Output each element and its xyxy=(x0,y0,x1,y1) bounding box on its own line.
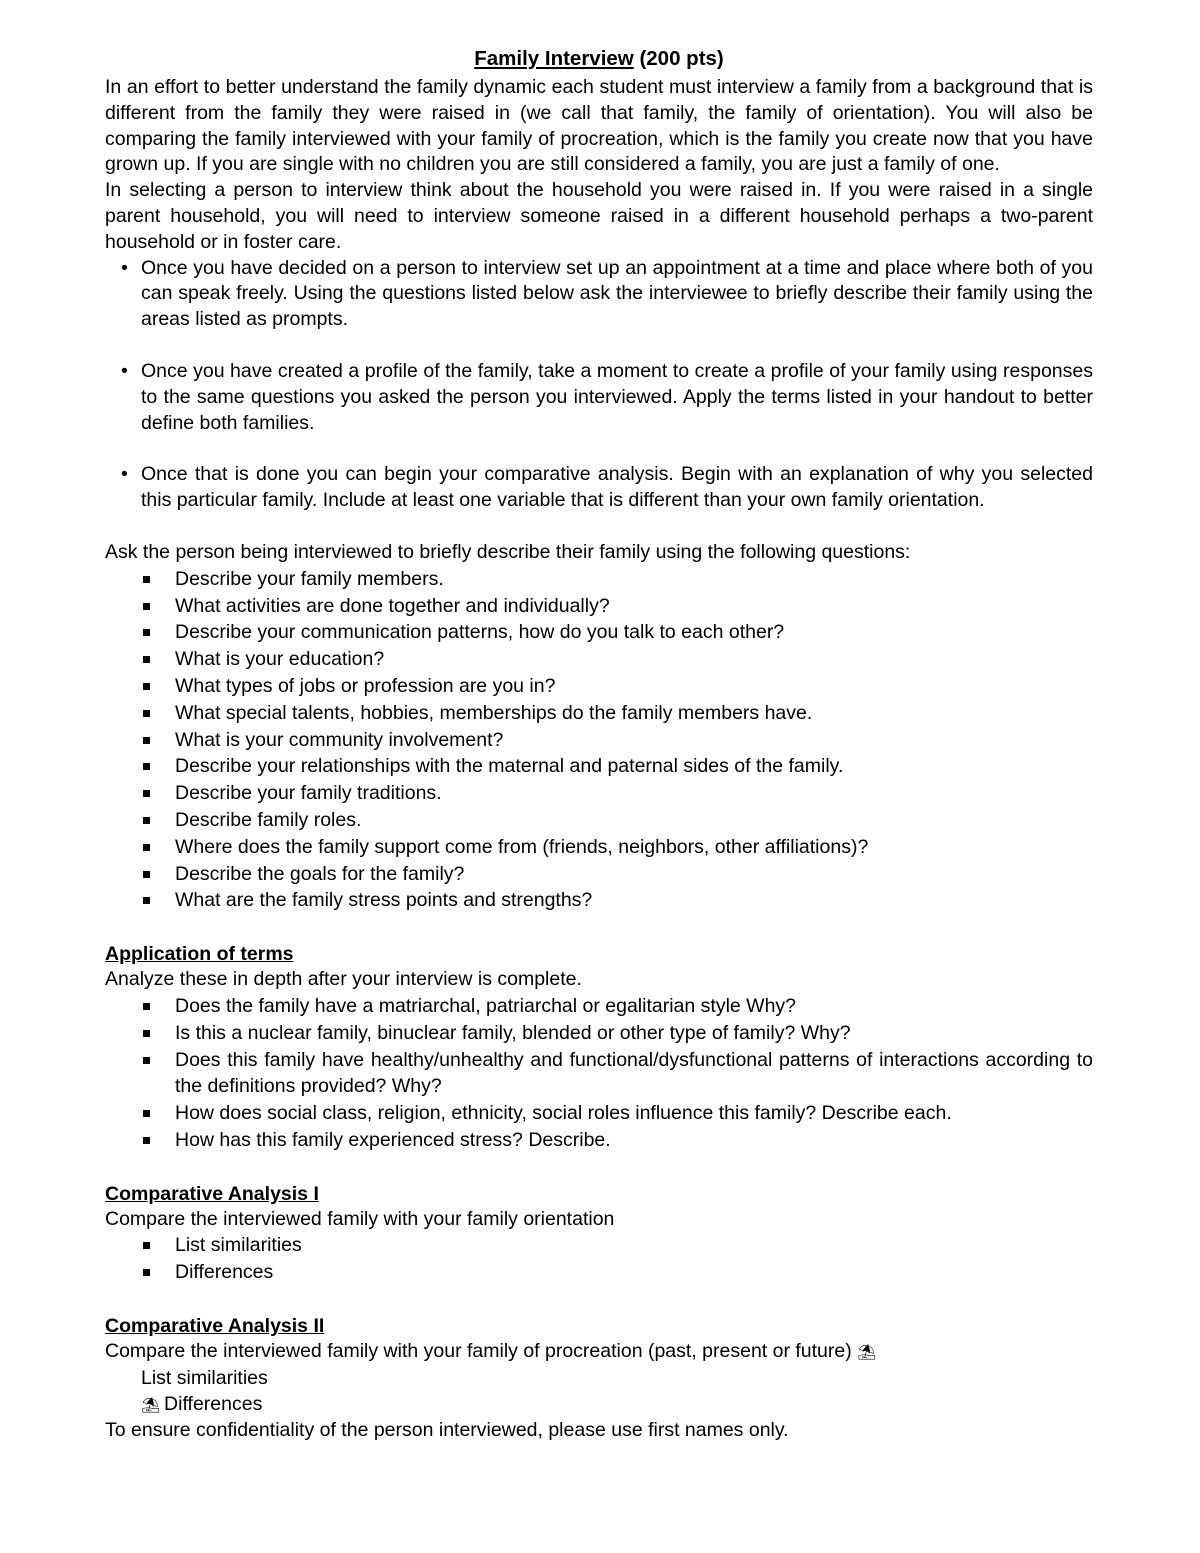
list-item xyxy=(121,462,1093,514)
list-item: What are the family stress points and strengths? xyxy=(175,887,1093,914)
step-text: Once you have decided on a person to interview set up an appointment at a time and place where both of you can speak freely. Using the questions listed below ask the interviewee to briefly describe their family using the areas listed as prompts. xyxy=(141,256,1093,331)
comparative-analysis-1-heading: Comparative Analysis I xyxy=(105,1182,319,1205)
list-item xyxy=(121,256,1093,333)
list-item: What special talents, hobbies, memberships do the family members have. xyxy=(175,700,1093,727)
list-item: Is this a nuclear family, binuclear family, blended or other type of family? Why? xyxy=(175,1020,1093,1047)
square-bullet-icon xyxy=(143,844,150,851)
list-item: Describe your communication patterns, how do you talk to each other? xyxy=(175,619,1093,646)
square-bullet-icon xyxy=(143,710,150,717)
umbrella-icon: ⛱ xyxy=(141,1396,161,1414)
square-bullet-icon xyxy=(143,603,150,610)
square-bullet-icon xyxy=(143,683,150,690)
square-bullet-icon xyxy=(143,790,150,797)
questions-intro: Ask the person being interviewed to briefly describe their family using the following questions: xyxy=(105,540,911,563)
list-item: Does this family have healthy/unhealthy and functional/dysfunctional patterns of interactions according to the definitions provided? Why? xyxy=(175,1047,1093,1101)
application-heading: Application of terms xyxy=(105,943,294,966)
list-item: What is your education? xyxy=(175,646,1093,673)
bullet-icon: • xyxy=(121,256,128,279)
step-text: Once that is done you can begin your comparative analysis. Begin with an explanation of why you selected this particular family. Include at least one variable that is different than your own family orientation. xyxy=(141,463,1093,512)
step-text: Once you have created a profile of the family, take a moment to create a profile of your family using responses to the same questions you asked the person you interviewed. Apply the terms listed in your handout to better define both families. xyxy=(141,359,1093,434)
list-item: Where does the family support come from (friends, neighbors, other affiliations)? xyxy=(175,834,1093,861)
comparative-analysis-2-heading: Comparative Analysis II xyxy=(105,1315,325,1338)
square-bullet-icon xyxy=(143,1003,150,1010)
comparative-analysis-1-list xyxy=(105,1232,1093,1286)
bullet-icon: • xyxy=(121,359,128,382)
application-intro: Analyze these in depth after your interview is complete. xyxy=(105,968,582,991)
square-bullet-icon xyxy=(143,576,150,583)
square-bullet-icon xyxy=(143,1137,150,1144)
list-item: Describe family roles. xyxy=(175,807,1093,834)
umbrella-icon: ⛱ xyxy=(857,1344,877,1362)
square-bullet-icon xyxy=(143,763,150,770)
square-bullet-icon xyxy=(143,871,150,878)
list-item: What types of jobs or profession are you in? xyxy=(175,673,1093,700)
comparative-analysis-2-intro: Compare the interviewed family with your family of procreation (past, present or future) ⛱ xyxy=(105,1339,1093,1366)
questions-list xyxy=(105,566,1093,914)
steps-list xyxy=(105,256,1093,514)
list-item xyxy=(121,359,1093,436)
title-points: (200 pts) xyxy=(639,47,724,70)
list-item: How has this family experienced stress? Describe. xyxy=(175,1127,1093,1154)
comparative-analysis-2-item-similarities: List similarities xyxy=(141,1366,268,1389)
square-bullet-icon xyxy=(143,1242,150,1249)
comparative-analysis-2-item-differences: ⛱ Differences xyxy=(105,1392,1093,1419)
intro-paragraph-1: In an effort to better understand the family dynamic each student must interview a family from a background that is different from the family they were raised in (we call that family, the family of orientation). You will also be comparing the family interviewed with your family of procreation, which is the family you create now that you have grown up. If you are single with no children you are still considered a family, you are just a family of one. xyxy=(105,76,1093,176)
list-item: Differences xyxy=(175,1259,1093,1286)
square-bullet-icon xyxy=(143,897,150,904)
square-bullet-icon xyxy=(143,817,150,824)
list-item: Describe your relationships with the maternal and paternal sides of the family. xyxy=(175,753,1093,780)
square-bullet-icon xyxy=(143,629,150,636)
application-list xyxy=(105,993,1093,1154)
document-page xyxy=(105,46,1093,1444)
list-item: What is your community involvement? xyxy=(175,727,1093,754)
intro-paragraph-2: In selecting a person to interview think about the household you were raised in. If you were raised in a single parent household, you will need to interview someone raised in a different household perhaps a two-parent household or in foster care. xyxy=(105,179,1093,253)
square-bullet-icon xyxy=(143,1057,150,1064)
list-item: Describe your family traditions. xyxy=(175,780,1093,807)
title-main: Family Interview xyxy=(474,47,634,70)
square-bullet-icon xyxy=(143,737,150,744)
list-item: How does social class, religion, ethnicity, social roles influence this family? Describe each. xyxy=(175,1100,1093,1127)
square-bullet-icon xyxy=(143,1030,150,1037)
list-item: Describe the goals for the family? xyxy=(175,861,1093,888)
closing-note: To ensure confidentiality of the person interviewed, please use first names only. xyxy=(105,1419,789,1442)
page-title xyxy=(105,46,1093,72)
list-item: List similarities xyxy=(175,1232,1093,1259)
list-item: Describe your family members. xyxy=(175,566,1093,593)
bullet-icon: • xyxy=(121,463,128,486)
list-item: Does the family have a matriarchal, patriarchal or egalitarian style Why? xyxy=(175,993,1093,1020)
square-bullet-icon xyxy=(143,1110,150,1117)
list-item: What activities are done together and individually? xyxy=(175,593,1093,620)
square-bullet-icon xyxy=(143,656,150,663)
square-bullet-icon xyxy=(143,1269,150,1276)
comparative-analysis-1-intro: Compare the interviewed family with your family orientation xyxy=(105,1207,615,1230)
